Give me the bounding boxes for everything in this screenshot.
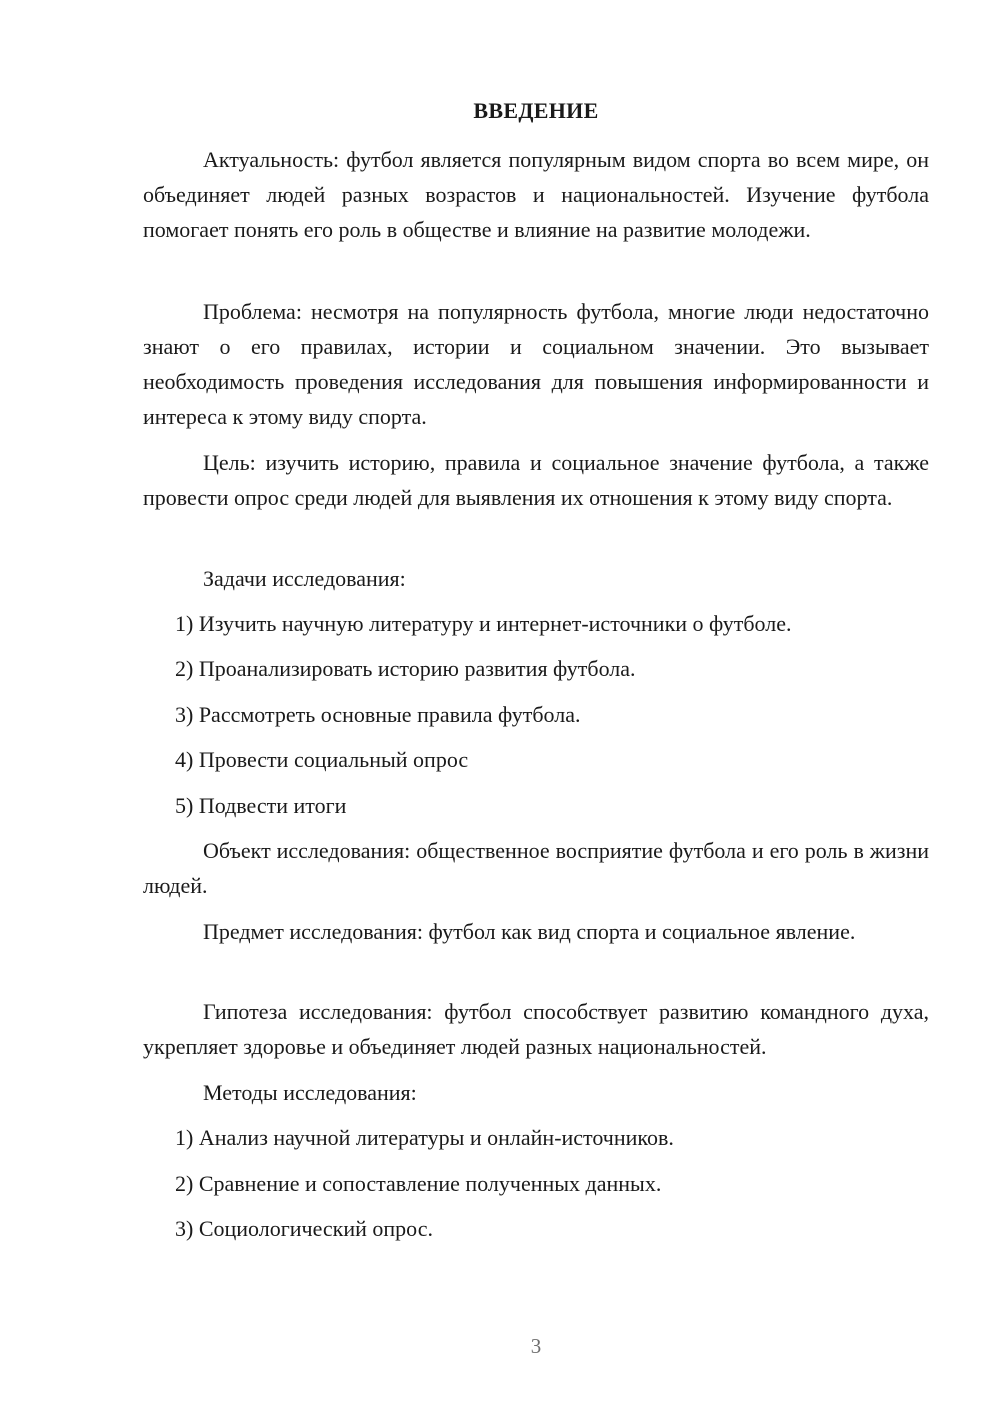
task-item-5: 5) Подвести итоги [175, 793, 347, 818]
goal-paragraph: Цель: изучить историю, правила и социальное значение футбола, а также провести опрос среди людей для выявления их отношения к этому виду спорта. [143, 450, 929, 510]
task-item-2: 2) Проанализировать историю развития футбола. [175, 656, 636, 681]
tasks-title: Задачи исследования: [203, 566, 406, 591]
page-number: 3 [530, 1334, 542, 1358]
object-paragraph: Объект исследования: общественное восприятие футбола и его роль в жизни людей. [143, 838, 929, 898]
task-item-1: 1) Изучить научную литературу и интернет-источники о футболе. [175, 611, 792, 636]
document-page [143, 0, 929, 1414]
method-item-2: 2) Сравнение и сопоставление полученных данных. [175, 1171, 662, 1196]
hypothesis-paragraph: Гипотеза исследования: футбол способствует развитию командного духа, укрепляет здоровье и объединяет людей разных национальностей. [143, 999, 929, 1059]
subject-paragraph: Предмет исследования: футбол как вид спорта и социальное явление. [203, 919, 856, 944]
task-item-3: 3) Рассмотреть основные правила футбола. [175, 702, 581, 727]
relevance-paragraph: Актуальность: футбол является популярным видом спорта во всем мире, он объединяет людей разных возрастов и национальностей. Изучение футбола помогает понять его роль в обществе и влияние на развитие молодежи. [143, 147, 929, 242]
page-heading: ВВЕДЕНИЕ [473, 98, 599, 123]
task-item-4: 4) Провести социальный опрос [175, 747, 469, 772]
problem-paragraph: Проблема: несмотря на популярность футбола, многие люди недостаточно знают о его правилах, истории и социальном значении. Это вызывает необходимость проведения исследования для повышения информированности и интереса к этому виду спорта. [143, 299, 929, 429]
method-item-3: 3) Социологический опрос. [175, 1216, 433, 1241]
method-item-1: 1) Анализ научной литературы и онлайн-источников. [175, 1125, 674, 1150]
methods-title: Методы исследования: [203, 1080, 417, 1105]
